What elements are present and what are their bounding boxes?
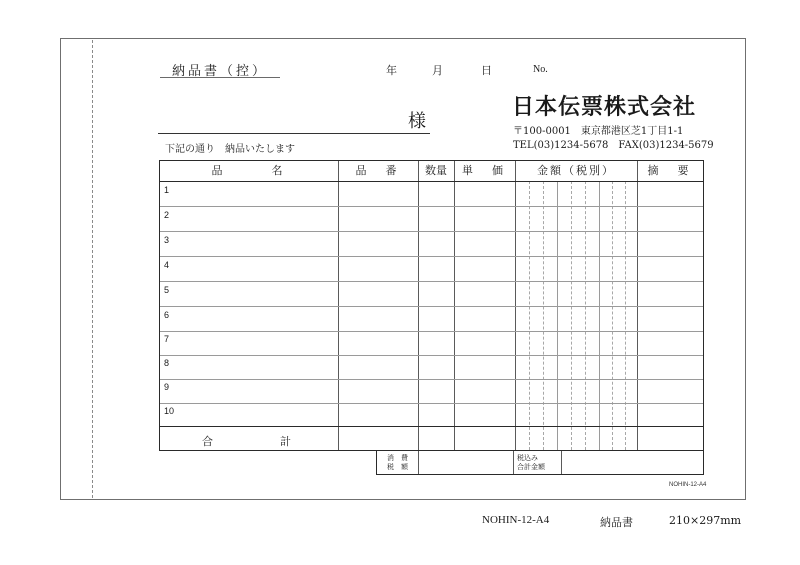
row-rule xyxy=(160,331,703,332)
perforation-line xyxy=(92,40,93,498)
company-phones: TEL(03)1234-5678 FAX(03)1234-5679 xyxy=(513,140,714,151)
total-rule xyxy=(160,426,703,427)
row-number: 7 xyxy=(164,334,170,344)
column-divider xyxy=(418,451,419,474)
tax-label-bottom: 税 額 xyxy=(387,463,408,471)
number-label: No. xyxy=(533,64,548,75)
column-divider xyxy=(561,451,562,474)
header-amount: 金額（税別） xyxy=(537,164,615,177)
row-number: 8 xyxy=(164,358,170,368)
company-address: 〒100-0001 東京都港区芝1丁目1-1 xyxy=(513,126,684,137)
total-label-left: 合 xyxy=(202,435,213,448)
digit-guide xyxy=(571,181,572,450)
digit-guide xyxy=(585,181,586,450)
row-number: 2 xyxy=(164,210,170,220)
date-day-label: 日 xyxy=(481,64,492,77)
delivery-table xyxy=(159,160,704,451)
row-rule xyxy=(160,355,703,356)
tax-summary-table xyxy=(376,451,704,475)
tax-label-top: 消 費 xyxy=(387,454,408,462)
title-underline xyxy=(160,77,280,78)
delivery-notice: 下記の通り 納品いたします xyxy=(165,144,295,155)
header-item-code: 品 番 xyxy=(355,164,401,177)
company-name: 日本伝票株式会社 xyxy=(512,95,697,120)
row-rule xyxy=(160,306,703,307)
header-quantity: 数量 xyxy=(425,164,447,177)
row-rule xyxy=(160,206,703,207)
footer-product-code: NOHIN-12-A4 xyxy=(482,514,550,526)
digit-guide xyxy=(612,181,613,450)
header-rule xyxy=(160,181,703,182)
footer-product-name: 納品書 xyxy=(600,516,633,529)
row-number: 9 xyxy=(164,382,170,392)
row-number: 10 xyxy=(164,406,175,416)
row-rule xyxy=(160,403,703,404)
header-remarks: 摘 要 xyxy=(647,164,693,177)
addressee-line xyxy=(158,133,430,134)
digit-guide xyxy=(529,181,530,450)
row-number: 4 xyxy=(164,260,170,270)
form-code: NOHIN-12-A4 xyxy=(669,482,707,488)
digit-guide xyxy=(543,181,544,450)
incl-total-label-bottom: 合計金額 xyxy=(517,463,545,471)
row-number: 3 xyxy=(164,235,170,245)
row-rule xyxy=(160,281,703,282)
date-month-label: 月 xyxy=(432,64,443,77)
header-unit-price: 単 価 xyxy=(462,164,507,177)
row-number: 6 xyxy=(164,310,170,320)
header-item-name: 品 名 xyxy=(211,164,287,177)
digit-guide xyxy=(625,181,626,450)
column-divider xyxy=(513,451,514,474)
incl-total-label-top: 税込み xyxy=(517,454,538,462)
row-rule xyxy=(160,256,703,257)
digit-separator xyxy=(599,181,600,450)
date-year-label: 年 xyxy=(386,64,397,77)
form-title: 納品書（控） xyxy=(172,64,269,79)
row-rule xyxy=(160,231,703,232)
digit-separator xyxy=(557,181,558,450)
row-rule xyxy=(160,379,703,380)
total-label-right: 計 xyxy=(280,435,291,448)
row-number: 5 xyxy=(164,285,170,295)
footer-paper-size: 210×297mm xyxy=(669,514,742,527)
addressee-suffix: 様 xyxy=(408,111,426,132)
row-number: 1 xyxy=(164,185,170,195)
